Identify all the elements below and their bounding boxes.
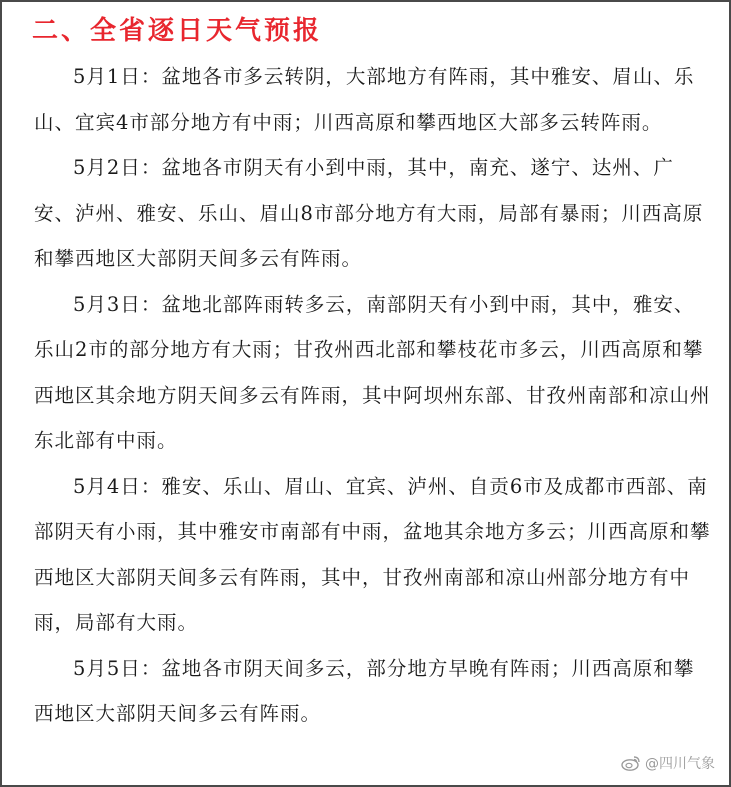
forecast-day-2: 5月2日：盆地各市阴天有小到中雨，其中，南充、遂宁、达州、广安、泸州、雅安、乐山、眉山8市部分地方有大雨，局部有暴雨；川西高原和攀西地区大部阴天间多云有阵雨。: [34, 156, 704, 270]
forecast-body: [34, 54, 714, 737]
forecast-day-1: 5月1日：盆地各市多云转阴，大部地方有阵雨，其中雅安、眉山、乐山、宜宾4市部分地方有中雨；川西高原和攀西地区大部多云转阵雨。: [34, 65, 695, 134]
forecast-day-5: 5月5日：盆地各市阴天间多云，部分地方早晚有阵雨；川西高原和攀西地区大部阴天间多云有阵雨。: [34, 656, 695, 725]
forecast-day-3: 5月3日：盆地北部阵雨转多云，南部阴天有小到中雨，其中，雅安、乐山2市的部分地方有大雨；甘孜州西北部和攀枝花市多云，川西高原和攀西地区其余地方阴天间多云有阵雨，其中阿坝州东部、甘孜州南部和凉山州东北部有中雨。: [34, 292, 711, 452]
watermark: [621, 753, 715, 773]
weibo-icon: [621, 755, 641, 771]
section-heading: 二、全省逐日天气预报: [32, 16, 323, 46]
forecast-day-4: 5月4日：雅安、乐山、眉山、宜宾、泸州、自贡6市及成都市西部、南部阴天有小雨，其中雅安市南部有中雨，盆地其余地方多云；川西高原和攀西地区大部阴天间多云有阵雨，其中，甘孜州南部和凉山州部分地方有中雨，局部有大雨。: [34, 474, 711, 634]
watermark-text: @四川气象: [645, 756, 715, 772]
